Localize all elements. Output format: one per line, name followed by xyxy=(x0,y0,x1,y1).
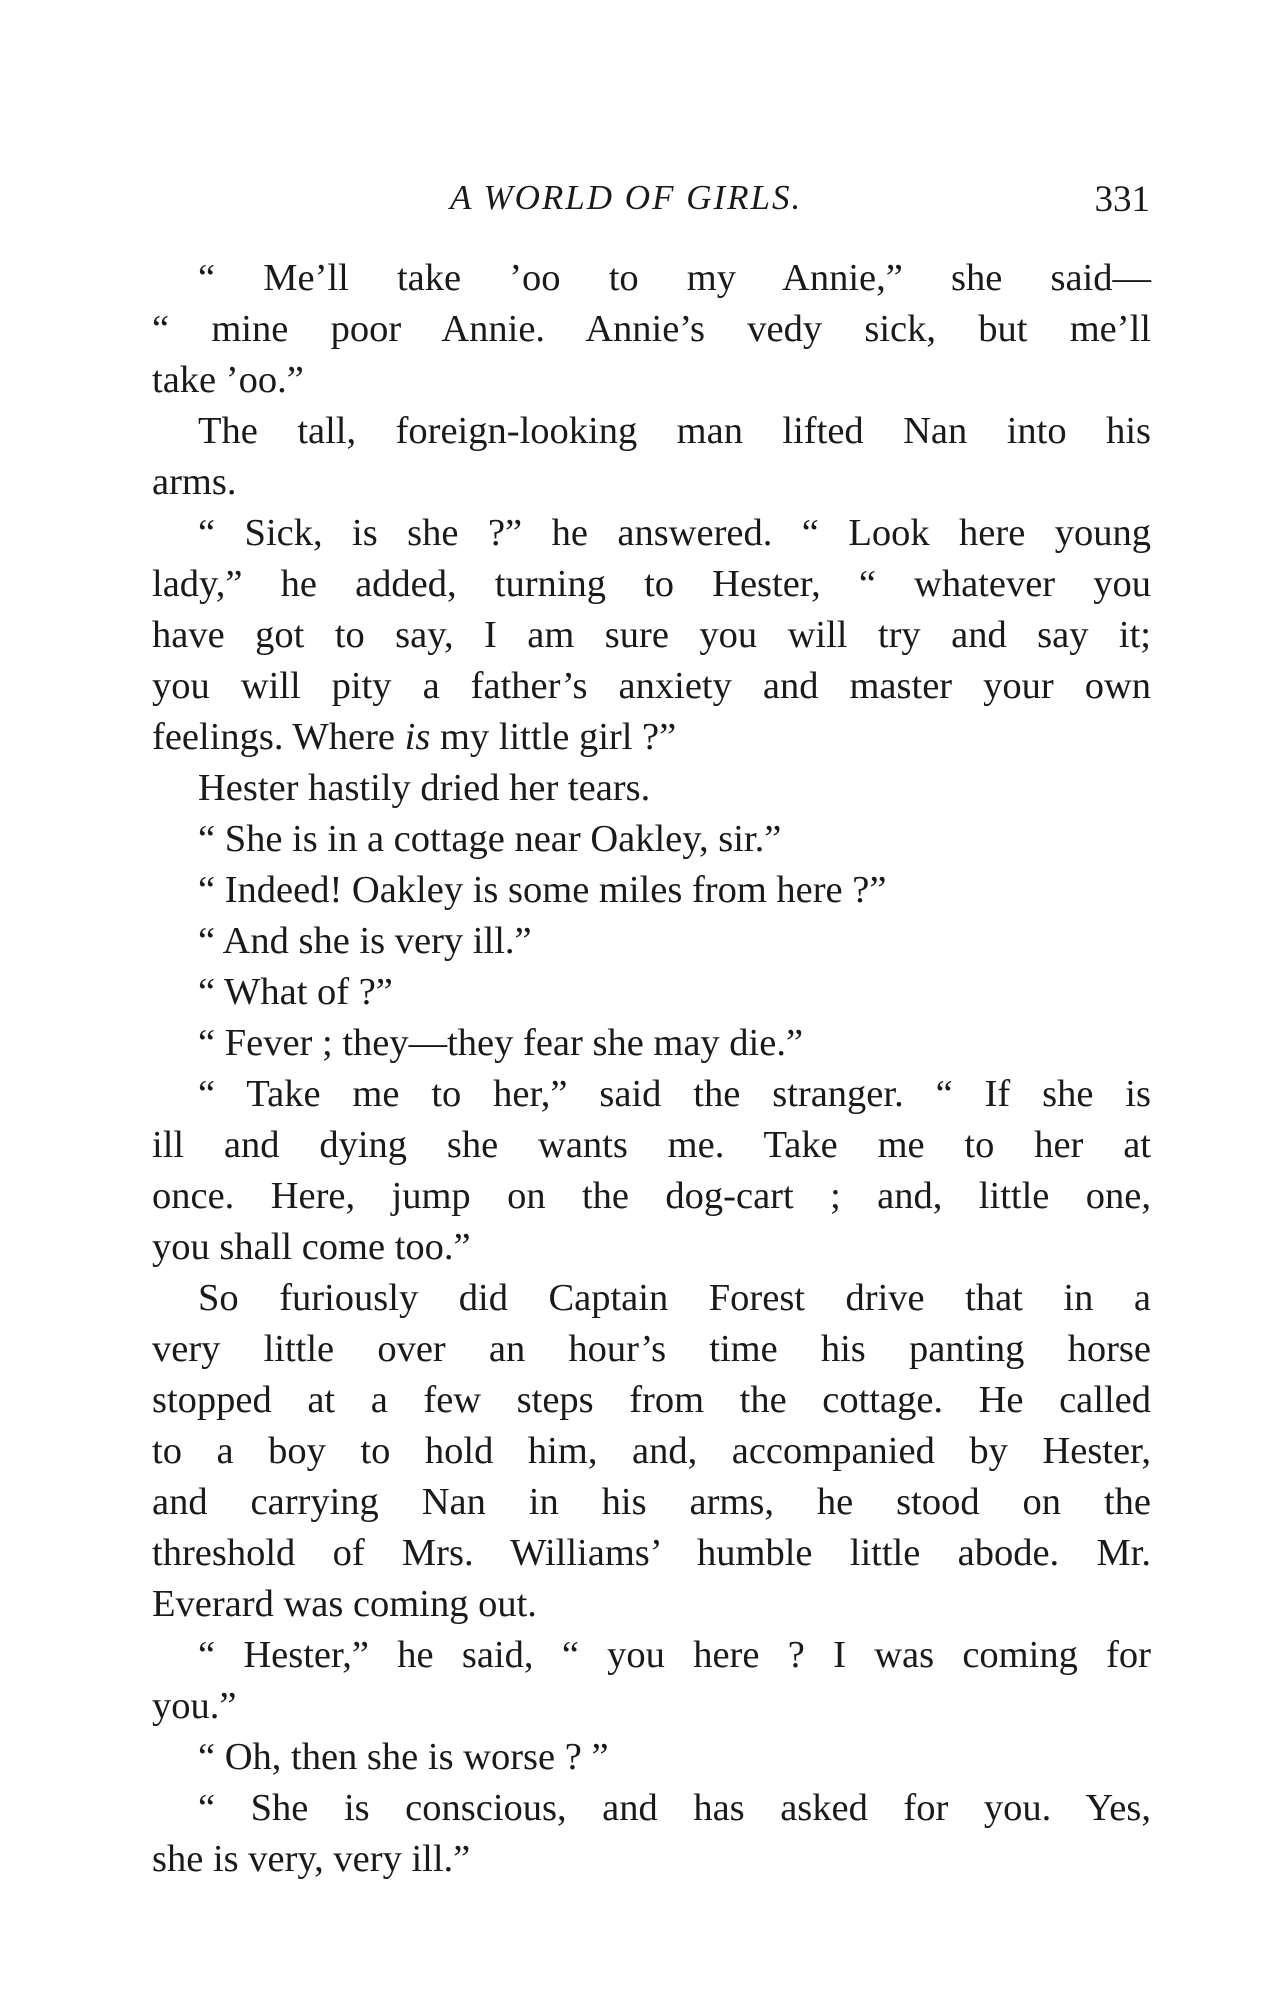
text-line: very little over an hour’s time his panting horse xyxy=(152,1328,1151,1370)
text-line xyxy=(152,712,1151,763)
text-line: “ Me’ll take ’oo to my Annie,” she said— xyxy=(198,257,1151,299)
text-line: lady,” he added, turning to Hester, “ whatever you xyxy=(152,563,1151,605)
text-line: arms. xyxy=(152,461,237,503)
text-line: once. Here, jump on the dog-cart ; and, little one, xyxy=(152,1175,1151,1217)
text-line: “ Indeed! Oakley is some miles from here ?” xyxy=(198,869,887,911)
text-line: The tall, foreign-looking man lifted Nan into his xyxy=(198,410,1151,452)
text-line: you shall come too.” xyxy=(152,1226,471,1268)
body-text xyxy=(152,253,1151,1885)
text-line: ill and dying she wants me. Take me to her at xyxy=(152,1124,1151,1166)
text-line: “ Hester,” he said, “ you here ? I was coming for xyxy=(198,1634,1151,1676)
page-header xyxy=(150,178,1150,228)
text-line-part: my little girl ?” xyxy=(439,716,677,758)
text-line: “ Oh, then she is worse ? ” xyxy=(198,1736,609,1778)
text-line: “ She is in a cottage near Oakley, sir.” xyxy=(198,818,782,860)
text-line: “ Take me to her,” said the stranger. “ If she is xyxy=(198,1073,1151,1115)
text-line: she is very, very ill.” xyxy=(152,1838,471,1880)
text-line: stopped at a few steps from the cottage. He called xyxy=(152,1379,1151,1421)
running-title: A WORLD OF GIRLS. xyxy=(450,178,803,217)
emphasis-word: is xyxy=(404,716,431,758)
text-line: So furiously did Captain Forest drive that in a xyxy=(198,1277,1151,1319)
text-line: “ She is conscious, and has asked for you. Yes, xyxy=(198,1787,1151,1829)
text-line: and carrying Nan in his arms, he stood on the xyxy=(152,1481,1151,1523)
text-line: “ And she is very ill.” xyxy=(198,920,532,962)
text-line: you will pity a father’s anxiety and master your own xyxy=(152,665,1151,707)
text-line: have got to say, I am sure you will try and say it; xyxy=(152,614,1151,656)
text-line: to a boy to hold him, and, accompanied by Hester, xyxy=(152,1430,1151,1472)
text-line: “ What of ?” xyxy=(198,971,393,1013)
text-line: Hester hastily dried her tears. xyxy=(198,767,651,809)
text-line: “ Sick, is she ?” he answered. “ Look here young xyxy=(198,512,1151,554)
text-line: “ mine poor Annie. Annie’s vedy sick, but me’ll xyxy=(152,308,1151,350)
text-line: you.” xyxy=(152,1685,237,1727)
text-line: threshold of Mrs. Williams’ humble little abode. Mr. xyxy=(152,1532,1151,1574)
text-line: Everard was coming out. xyxy=(152,1583,537,1625)
text-line: take ’oo.” xyxy=(152,359,304,401)
text-line-part: feelings. Where xyxy=(152,716,396,758)
page-number: 331 xyxy=(1094,179,1150,220)
text-line: “ Fever ; they—they fear she may die.” xyxy=(198,1022,804,1064)
